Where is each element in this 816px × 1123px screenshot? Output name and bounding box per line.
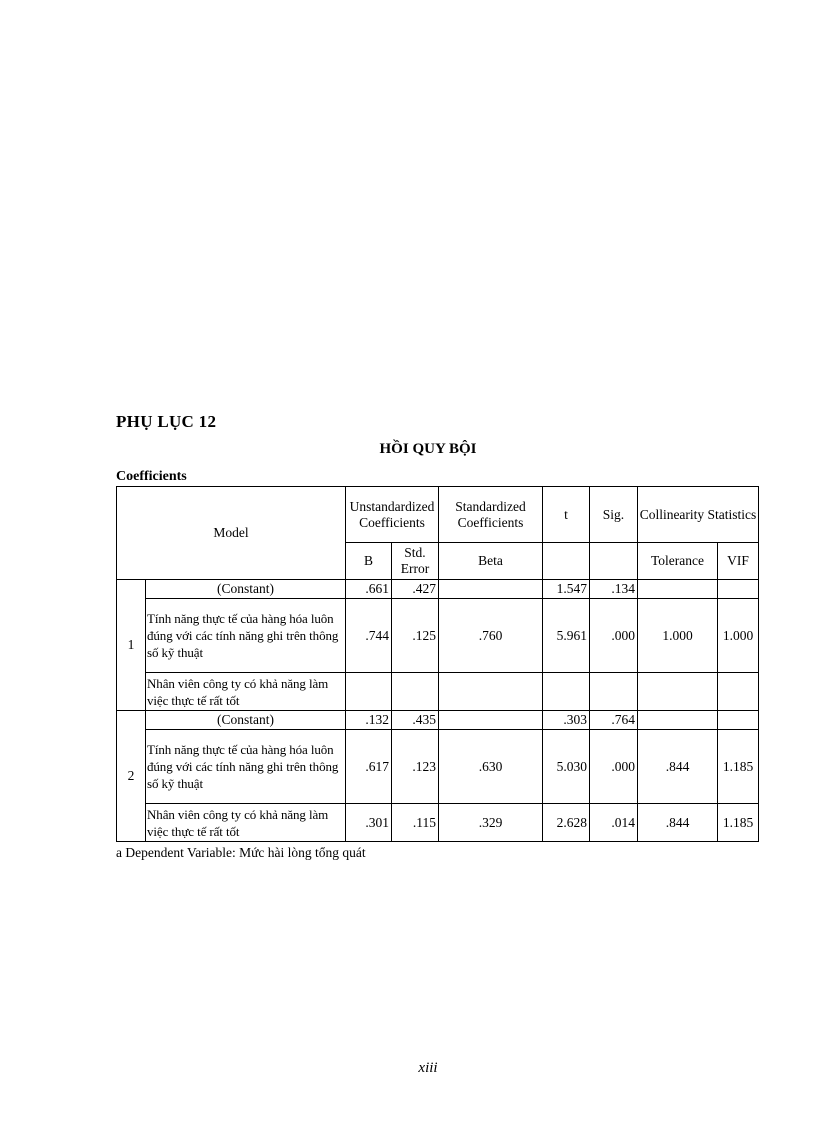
header-collinearity: Collinearity Statistics <box>638 487 759 543</box>
section-title: HỒI QUY BỘI <box>379 441 477 457</box>
tolerance-cell: .844 <box>638 804 718 842</box>
tolerance-cell <box>638 580 718 599</box>
predictor-cell: Nhân viên công ty có khả năng làm việc thực tế rất tốt <box>146 673 346 711</box>
beta-cell: .760 <box>439 599 543 673</box>
std-error-cell: .123 <box>392 730 439 804</box>
dependent-variable-footnote: a Dependent Variable: Mức hài lòng tổng quát <box>116 845 366 860</box>
header-standardized: Standardized Coefficients <box>439 487 543 543</box>
sig-cell: .134 <box>590 580 638 599</box>
table-row <box>117 599 759 673</box>
predictor-cell: (Constant) <box>146 580 346 599</box>
vif-cell <box>718 673 759 711</box>
header-unstandardized: Unstandardized Coefficients <box>346 487 439 543</box>
table-row <box>117 730 759 804</box>
std-error-cell: .115 <box>392 804 439 842</box>
t-cell: .303 <box>543 711 590 730</box>
predictor-cell: Tính năng thực tế của hàng hóa luôn đúng với các tính năng ghi trên thông số kỹ thuật <box>146 599 346 673</box>
tolerance-cell <box>638 673 718 711</box>
t-cell: 1.547 <box>543 580 590 599</box>
beta-cell <box>439 580 543 599</box>
predictor-cell: Nhân viên công ty có khả năng làm việc thực tế rất tốt <box>146 804 346 842</box>
tolerance-cell: .844 <box>638 730 718 804</box>
b-cell: .132 <box>346 711 392 730</box>
b-cell <box>346 673 392 711</box>
table-caption: Coefficients <box>116 469 187 484</box>
b-cell: .301 <box>346 804 392 842</box>
sig-cell <box>590 673 638 711</box>
table-row <box>117 804 759 842</box>
b-cell: .617 <box>346 730 392 804</box>
t-cell: 5.961 <box>543 599 590 673</box>
beta-cell <box>439 673 543 711</box>
model-number: 2 <box>117 711 146 842</box>
b-cell: .661 <box>346 580 392 599</box>
predictor-cell: Tính năng thực tế của hàng hóa luôn đúng với các tính năng ghi trên thông số kỹ thuật <box>146 730 346 804</box>
header-t-blank <box>543 543 590 580</box>
appendix-title: PHỤ LỤC 12 <box>116 412 217 431</box>
header-std-error: Std. Error <box>392 543 439 580</box>
tolerance-cell: 1.000 <box>638 599 718 673</box>
coefficients-table <box>116 486 759 842</box>
std-error-cell: .427 <box>392 580 439 599</box>
std-error-cell: .125 <box>392 599 439 673</box>
header-t: t <box>543 487 590 543</box>
header-row-top <box>117 487 759 543</box>
header-sig: Sig. <box>590 487 638 543</box>
std-error-cell <box>392 673 439 711</box>
predictor-cell: (Constant) <box>146 711 346 730</box>
header-beta: Beta <box>439 543 543 580</box>
page-number: xiii <box>418 1060 438 1076</box>
header-vif: VIF <box>718 543 759 580</box>
beta-cell: .630 <box>439 730 543 804</box>
vif-cell <box>718 580 759 599</box>
header-sig-blank <box>590 543 638 580</box>
sig-cell: .000 <box>590 730 638 804</box>
t-cell <box>543 673 590 711</box>
tolerance-cell <box>638 711 718 730</box>
std-error-cell: .435 <box>392 711 439 730</box>
vif-cell: 1.185 <box>718 730 759 804</box>
header-tolerance: Tolerance <box>638 543 718 580</box>
vif-cell <box>718 711 759 730</box>
header-b: B <box>346 543 392 580</box>
t-cell: 2.628 <box>543 804 590 842</box>
model-number: 1 <box>117 580 146 711</box>
b-cell: .744 <box>346 599 392 673</box>
t-cell: 5.030 <box>543 730 590 804</box>
header-model: Model <box>117 487 346 580</box>
sig-cell: .764 <box>590 711 638 730</box>
table-row <box>117 580 759 599</box>
beta-cell: .329 <box>439 804 543 842</box>
vif-cell: 1.000 <box>718 599 759 673</box>
sig-cell: .014 <box>590 804 638 842</box>
sig-cell: .000 <box>590 599 638 673</box>
beta-cell <box>439 711 543 730</box>
table-row <box>117 711 759 730</box>
table-row <box>117 673 759 711</box>
vif-cell: 1.185 <box>718 804 759 842</box>
